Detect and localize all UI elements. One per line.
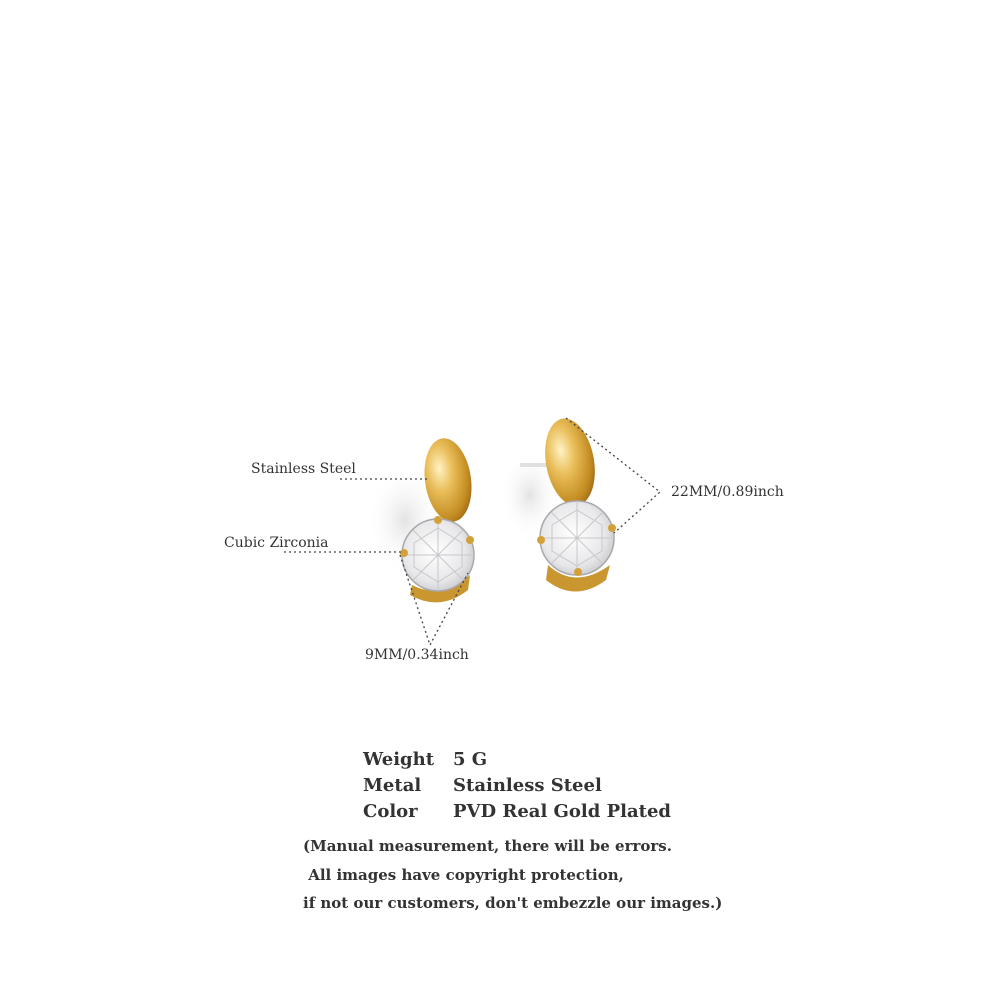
note-line: All images have copyright protection, xyxy=(303,865,624,884)
stone-label: Cubic Zirconia xyxy=(224,535,329,551)
note-line: if not our customers, don't embezzle our images.) xyxy=(303,894,723,912)
right-gem-facets xyxy=(540,501,614,575)
right-prong-3 xyxy=(574,568,582,576)
earring-length-label: 22MM/0.89inch xyxy=(671,484,784,500)
spec-row-metal xyxy=(363,773,671,799)
left-prong-1 xyxy=(400,549,408,557)
left-prong-2 xyxy=(466,536,474,544)
spec-row-weight xyxy=(363,747,671,773)
material-label: Stainless Steel xyxy=(251,461,356,477)
note-line: (Manual measurement, there will be errors. xyxy=(303,837,672,855)
spec-key: Metal xyxy=(363,775,422,796)
right-prong-1 xyxy=(537,536,545,544)
spec-key: Weight xyxy=(363,749,435,770)
stone-size-label: 9MM/0.34inch xyxy=(365,647,469,663)
right-prong-2 xyxy=(608,524,616,532)
spec-value: PVD Real Gold Plated xyxy=(453,801,672,822)
spec-key: Color xyxy=(363,801,418,822)
spec-value: Stainless Steel xyxy=(453,775,602,796)
disclaimer-note xyxy=(303,832,722,918)
spec-value: 5 G xyxy=(453,749,488,770)
spec-row-color xyxy=(363,799,671,825)
spec-list xyxy=(363,747,671,825)
left-prong-3 xyxy=(434,516,442,524)
